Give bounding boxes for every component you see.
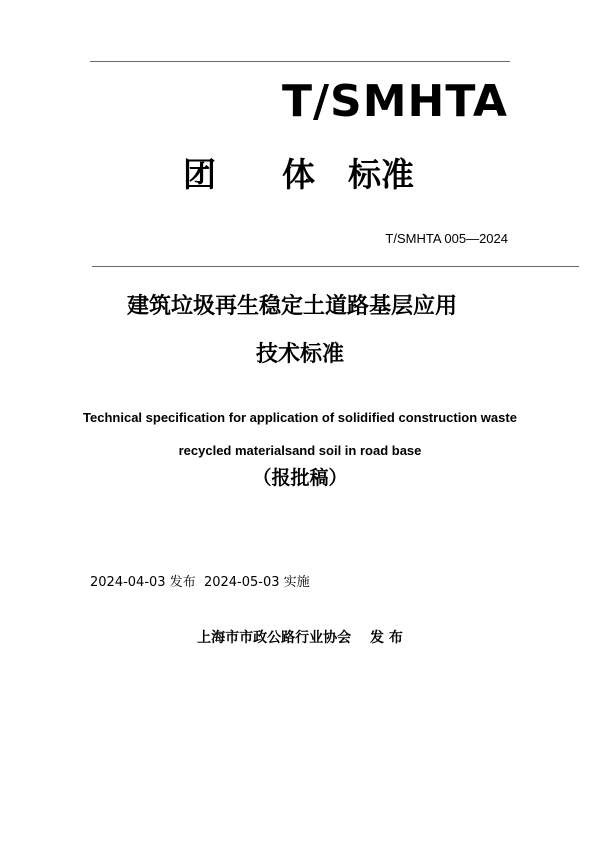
organization-code: T/SMHTA: [281, 76, 508, 127]
english-title-line-2: recycled materialsand soil in road base: [178, 443, 422, 458]
draft-status: （报批稿）: [252, 467, 348, 489]
top-divider: [90, 61, 510, 62]
middle-divider: [92, 266, 579, 267]
publisher: 上海市市政公路行业协会 发 布: [197, 630, 403, 646]
english-title-line-1: Technical specification for application of solidified construction waste: [83, 410, 517, 425]
chinese-title-line-2: 技术标准: [255, 342, 344, 367]
standard-number: T/SMHTA 005—2024: [385, 231, 508, 246]
issue-implementation-dates: 2024-04-03 发布 2024-05-03 实施: [90, 575, 310, 590]
chinese-title-line-1: 建筑垃圾再生稳定土道路基层应用: [126, 294, 457, 319]
standard-category: 团 体 标准: [183, 155, 414, 194]
